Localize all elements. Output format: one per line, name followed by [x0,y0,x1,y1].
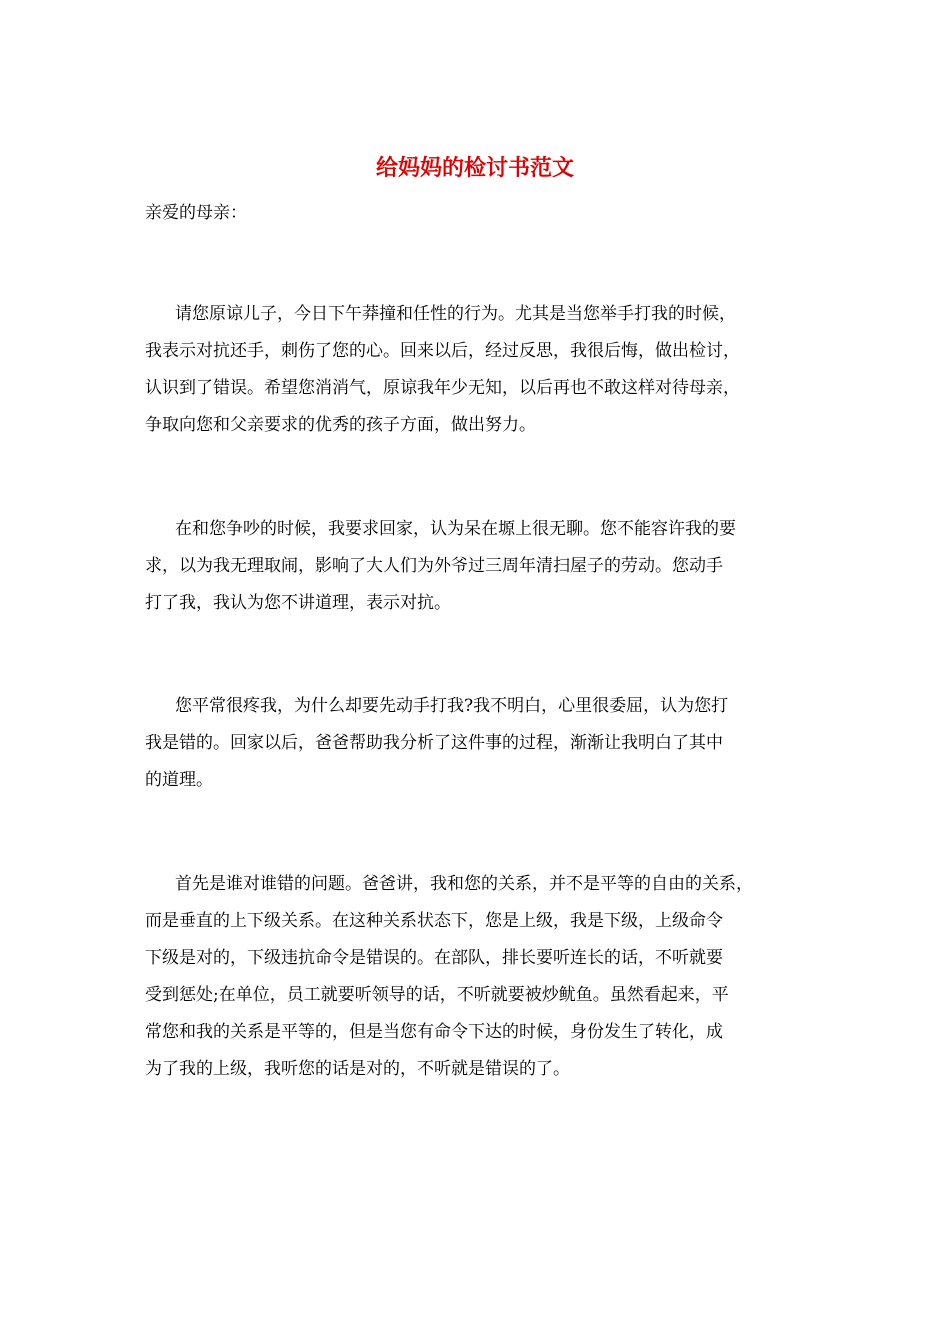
paragraph-line: 受到惩处;在单位，员工就要听领导的话，不听就要被炒鱿鱼。虽然看起来，平 [145,985,729,1005]
paragraph-line: 认识到了错误。希望您消消气，原谅我年少无知，以后再也不敢这样对待母亲， [145,378,740,398]
paragraph-4 [145,866,845,1088]
paragraph-line: 常您和我的关系是平等的，但是当您有命令下达的时候，身份发生了转化，成 [145,1022,723,1042]
paragraph-line: 的道理。 [145,770,213,790]
salutation: 亲爱的母亲： [145,203,247,223]
paragraph-line: 求，以为我无理取闹，影响了大人们为外爷过三周年清扫屋子的劳动。您动手 [145,556,723,576]
paragraph-3 [145,688,845,799]
paragraph-line: 我是错的。回家以后，爸爸帮助我分析了这件事的过程，渐渐让我明白了其中 [145,733,723,753]
paragraph-1 [145,296,845,444]
paragraph-line: 打了我，我认为您不讲道理，表示对抗。 [145,593,451,613]
paragraph-line: 下级是对的，下级违抗命令是错误的。在部队，排长要听连长的话，不听就要 [145,948,723,968]
paragraph-line: 在和您争吵的时候，我要求回家，认为呆在塬上很无聊。您不能容许我的要 [175,519,736,539]
paragraph-line: 请您原谅儿子，今日下午莽撞和任性的行为。尤其是当您举手打我的时候， [175,304,736,324]
paragraph-line: 为了我的上级，我听您的话是对的，不听就是错误的了。 [145,1059,570,1079]
paragraph-line: 首先是谁对谁错的问题。爸爸讲，我和您的关系，并不是平等的自由的关系， [175,874,753,894]
paragraph-2 [145,511,845,622]
paragraph-line: 您平常很疼我，为什么却要先动手打我?我不明白，心里很委屈，认为您打 [175,696,729,716]
paragraph-line: 我表示对抗还手，刺伤了您的心。回来以后，经过反思，我很后悔，做出检讨， [145,341,740,361]
paragraph-line: 争取向您和父亲要求的优秀的孩子方面，做出努力。 [145,415,536,435]
paragraph-line: 而是垂直的上下级关系。在这种关系状态下，您是上级，我是下级，上级命令 [145,911,723,931]
document-title: 给妈妈的检讨书范文 [375,155,574,181]
